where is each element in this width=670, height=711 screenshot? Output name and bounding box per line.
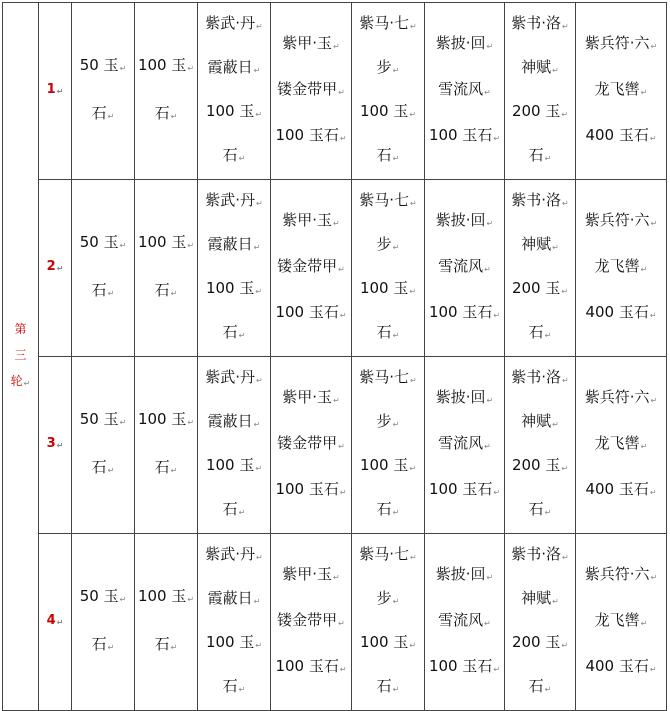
paragraph-mark: ↵	[544, 154, 552, 163]
paragraph-mark: ↵	[339, 134, 347, 143]
table-row	[3, 3, 667, 180]
paragraph-mark: ↵	[187, 595, 195, 604]
paragraph-mark: ↵	[170, 643, 178, 652]
cell-line: 紫马·七↵	[359, 191, 417, 209]
cell-line: 雪流风↵	[438, 611, 491, 629]
cell-line: 石↵	[222, 323, 246, 341]
paragraph-mark: ↵	[552, 420, 559, 429]
table-row	[3, 180, 667, 357]
paragraph-mark: ↵	[253, 66, 261, 75]
cell-line: 紫武·丹↵	[205, 368, 263, 386]
paragraph-mark: ↵	[493, 665, 501, 674]
cell-line: 石↵	[222, 146, 246, 164]
reward-book-cell	[505, 3, 576, 180]
reward-horse-cell	[352, 180, 425, 357]
paragraph-mark: ↵	[493, 311, 501, 320]
paragraph-mark: ↵	[238, 154, 246, 163]
table-row	[3, 357, 667, 534]
cell-line: 石↵	[222, 677, 246, 695]
paragraph-mark: ↵	[56, 87, 64, 96]
reward-tally-cell	[576, 357, 667, 534]
cell-line: 100 玉↵	[359, 456, 417, 474]
paragraph-mark: ↵	[649, 311, 657, 320]
reward-cloak-cell	[425, 534, 505, 711]
paragraph-mark: ↵	[392, 331, 400, 340]
paragraph-mark: ↵	[410, 199, 417, 208]
paragraph-mark: ↵	[256, 22, 263, 31]
paragraph-mark: ↵	[392, 66, 400, 75]
reward-weapon-cell	[198, 3, 271, 180]
cell-line: 紫披·回↵	[435, 211, 494, 229]
cell-line: 100 玉↵	[359, 102, 417, 120]
cell-line: 神赋↵	[521, 412, 559, 430]
paragraph-mark: ↵	[253, 597, 261, 606]
reward-armor-cell	[271, 3, 352, 180]
paragraph-mark: ↵	[107, 643, 115, 652]
cell-line: 紫披·回↵	[435, 34, 494, 52]
cell-line: 紫披·回↵	[435, 388, 494, 406]
paragraph-mark: ↵	[561, 287, 569, 296]
cell-line: 龙飞辔↵	[594, 257, 648, 275]
cell-line: 镂金带甲↵	[277, 611, 345, 629]
paragraph-mark: ↵	[640, 265, 648, 274]
paragraph-mark: ↵	[650, 396, 658, 405]
reward-book-cell	[505, 357, 576, 534]
reward-tally-cell	[576, 180, 667, 357]
cell-line: 紫书·洛↵	[511, 545, 569, 563]
cell-line: 雪流风↵	[438, 80, 491, 98]
reward-tally-cell	[576, 534, 667, 711]
cell-line: 200 玉↵	[511, 279, 569, 297]
cell-line: 100 玉石↵	[428, 480, 501, 498]
paragraph-mark: ↵	[561, 464, 569, 473]
paragraph-mark: ↵	[640, 619, 648, 628]
paragraph-mark: ↵	[410, 22, 417, 31]
cell-line: 紫兵符·六↵	[584, 211, 658, 229]
cell-line: 紫兵符·六↵	[584, 565, 658, 583]
cell-line: 紫武·丹↵	[205, 191, 263, 209]
cell-line: 紫兵符·六↵	[584, 34, 658, 52]
cell-line: 步↵	[376, 589, 400, 607]
cell-line: 200 玉↵	[511, 633, 569, 651]
cell-line: 紫书·洛↵	[511, 191, 569, 209]
paragraph-mark: ↵	[255, 287, 263, 296]
cell-line: 霞蔽日↵	[207, 412, 261, 430]
cell-line: 100 玉↵	[205, 633, 263, 651]
cell-line: 石↵	[528, 323, 552, 341]
paragraph-mark: ↵	[484, 88, 491, 97]
paragraph-mark: ↵	[410, 376, 417, 385]
paragraph-mark: ↵	[562, 199, 569, 208]
paragraph-mark: ↵	[339, 665, 347, 674]
paragraph-mark: ↵	[238, 508, 246, 517]
cell-line: 镂金带甲↵	[277, 257, 345, 275]
rewards-table	[2, 2, 667, 711]
paragraph-mark: ↵	[339, 488, 347, 497]
cell-line: 镂金带甲↵	[277, 434, 345, 452]
paragraph-mark: ↵	[253, 420, 261, 429]
paragraph-mark: ↵	[23, 379, 31, 388]
paragraph-mark: ↵	[650, 573, 658, 582]
cell-line: 石↵	[376, 500, 400, 518]
paragraph-mark: ↵	[119, 418, 127, 427]
cell-line: 100 玉石↵	[428, 126, 501, 144]
cell-line: 100 玉↵	[205, 102, 263, 120]
reward-horse-cell	[352, 534, 425, 711]
cell-line: 龙飞辔↵	[594, 80, 648, 98]
paragraph-mark: ↵	[119, 595, 127, 604]
cell-line: 石↵	[91, 635, 115, 653]
cell-line: 50 玉↵	[79, 233, 127, 251]
cell-line: 紫书·洛↵	[511, 368, 569, 386]
cell-line: 200 玉↵	[511, 456, 569, 474]
paragraph-mark: ↵	[552, 66, 559, 75]
paragraph-mark: ↵	[649, 134, 657, 143]
paragraph-mark: ↵	[486, 219, 494, 228]
cell-line: 步↵	[376, 235, 400, 253]
cell-line: 石↵	[154, 458, 178, 476]
paragraph-mark: ↵	[552, 597, 559, 606]
cell-line: 紫披·回↵	[435, 565, 494, 583]
paragraph-mark: ↵	[552, 243, 559, 252]
paragraph-mark: ↵	[649, 665, 657, 674]
cell-line: 400 玉石↵	[585, 657, 657, 675]
paragraph-mark: ↵	[256, 199, 263, 208]
paragraph-mark: ↵	[650, 219, 658, 228]
cell-line: 400 玉石↵	[585, 126, 657, 144]
cell-line: 石↵	[376, 677, 400, 695]
paragraph-mark: ↵	[187, 241, 195, 250]
paragraph-mark: ↵	[544, 685, 552, 694]
paragraph-mark: ↵	[409, 110, 417, 119]
cell-line: 50 玉↵	[79, 56, 127, 74]
cell-line: 石↵	[222, 500, 246, 518]
cell-line: 步↵	[376, 58, 400, 76]
cell-line: 紫甲·玉↵	[282, 211, 340, 229]
cell-line: 紫马·七↵	[359, 368, 417, 386]
paragraph-mark: ↵	[493, 134, 501, 143]
reward-cloak-cell	[425, 357, 505, 534]
reward-armor-cell	[271, 357, 352, 534]
cell-line: 100 玉↵	[205, 279, 263, 297]
cell-line: 石↵	[154, 635, 178, 653]
reward-book-cell	[505, 534, 576, 711]
round-label-char: 轮↵	[10, 374, 31, 388]
paragraph-mark: ↵	[255, 110, 263, 119]
reward-cloak-cell	[425, 180, 505, 357]
cell-line: 400 玉石↵	[585, 480, 657, 498]
reward-100-jade-cell	[135, 534, 198, 711]
paragraph-mark: ↵	[493, 488, 501, 497]
reward-50-jade-cell	[72, 357, 135, 534]
paragraph-mark: ↵	[333, 42, 340, 51]
paragraph-mark: ↵	[561, 110, 569, 119]
reward-tally-cell	[576, 3, 667, 180]
reward-50-jade-cell	[72, 534, 135, 711]
paragraph-mark: ↵	[255, 641, 263, 650]
reward-weapon-cell	[198, 534, 271, 711]
reward-horse-cell	[352, 357, 425, 534]
paragraph-mark: ↵	[410, 553, 417, 562]
cell-line: 紫武·丹↵	[205, 545, 263, 563]
row-number: 2↵	[39, 180, 72, 357]
cell-line: 100 玉石↵	[428, 657, 501, 675]
reward-50-jade-cell	[72, 180, 135, 357]
cell-line: 神赋↵	[521, 589, 559, 607]
cell-line: 紫书·洛↵	[511, 14, 569, 32]
round-label-cell	[3, 3, 39, 711]
paragraph-mark: ↵	[486, 42, 494, 51]
paragraph-mark: ↵	[333, 396, 340, 405]
cell-line: 龙飞辔↵	[594, 434, 648, 452]
paragraph-mark: ↵	[170, 466, 178, 475]
paragraph-mark: ↵	[562, 553, 569, 562]
paragraph-mark: ↵	[544, 508, 552, 517]
cell-line: 石↵	[376, 323, 400, 341]
paragraph-mark: ↵	[484, 619, 491, 628]
cell-line: 100 玉↵	[205, 456, 263, 474]
paragraph-mark: ↵	[56, 264, 64, 273]
reward-cloak-cell	[425, 3, 505, 180]
paragraph-mark: ↵	[56, 441, 64, 450]
paragraph-mark: ↵	[187, 64, 195, 73]
cell-line: 石↵	[91, 104, 115, 122]
paragraph-mark: ↵	[338, 88, 345, 97]
reward-50-jade-cell	[72, 3, 135, 180]
cell-line: 石↵	[528, 146, 552, 164]
reward-armor-cell	[271, 534, 352, 711]
cell-line: 雪流风↵	[438, 434, 491, 452]
cell-line: 石↵	[528, 677, 552, 695]
cell-line: 100 玉石↵	[428, 303, 501, 321]
paragraph-mark: ↵	[392, 154, 400, 163]
paragraph-mark: ↵	[392, 685, 400, 694]
paragraph-mark: ↵	[238, 331, 246, 340]
paragraph-mark: ↵	[561, 641, 569, 650]
cell-line: 霞蔽日↵	[207, 589, 261, 607]
cell-line: 石↵	[376, 146, 400, 164]
cell-line: 紫甲·玉↵	[282, 388, 340, 406]
cell-line: 龙飞辔↵	[594, 611, 648, 629]
paragraph-mark: ↵	[409, 464, 417, 473]
cell-line: 100 玉石↵	[275, 303, 347, 321]
cell-line: 200 玉↵	[511, 102, 569, 120]
paragraph-mark: ↵	[409, 287, 417, 296]
paragraph-mark: ↵	[107, 466, 115, 475]
cell-line: 石↵	[91, 281, 115, 299]
paragraph-mark: ↵	[253, 243, 261, 252]
paragraph-mark: ↵	[409, 641, 417, 650]
reward-book-cell	[505, 180, 576, 357]
paragraph-mark: ↵	[333, 219, 340, 228]
paragraph-mark: ↵	[544, 331, 552, 340]
paragraph-mark: ↵	[338, 442, 345, 451]
cell-line: 100 玉↵	[359, 279, 417, 297]
cell-line: 100 玉↵	[137, 56, 195, 74]
rewards-table-body	[3, 3, 667, 711]
reward-horse-cell	[352, 3, 425, 180]
cell-line: 50 玉↵	[79, 587, 127, 605]
cell-line: 100 玉石↵	[275, 126, 347, 144]
cell-line: 紫兵符·六↵	[584, 388, 658, 406]
reward-armor-cell	[271, 180, 352, 357]
paragraph-mark: ↵	[486, 396, 494, 405]
paragraph-mark: ↵	[392, 508, 400, 517]
cell-line: 雪流风↵	[438, 257, 491, 275]
round-label-char: 第	[14, 322, 27, 336]
paragraph-mark: ↵	[562, 376, 569, 385]
cell-line: 石↵	[528, 500, 552, 518]
paragraph-mark: ↵	[255, 464, 263, 473]
paragraph-mark: ↵	[256, 376, 263, 385]
paragraph-mark: ↵	[392, 420, 400, 429]
paragraph-mark: ↵	[338, 265, 345, 274]
paragraph-mark: ↵	[107, 112, 115, 121]
cell-line: 神赋↵	[521, 58, 559, 76]
table-row	[3, 534, 667, 711]
paragraph-mark: ↵	[486, 573, 494, 582]
cell-line: 100 玉石↵	[275, 480, 347, 498]
paragraph-mark: ↵	[484, 265, 491, 274]
round-label-char: 三	[14, 348, 27, 362]
paragraph-mark: ↵	[238, 685, 246, 694]
paragraph-mark: ↵	[339, 311, 347, 320]
cell-line: 紫甲·玉↵	[282, 565, 340, 583]
cell-line: 石↵	[154, 281, 178, 299]
cell-line: 霞蔽日↵	[207, 235, 261, 253]
paragraph-mark: ↵	[649, 488, 657, 497]
paragraph-mark: ↵	[392, 243, 400, 252]
paragraph-mark: ↵	[333, 573, 340, 582]
paragraph-mark: ↵	[392, 597, 400, 606]
cell-line: 紫马·七↵	[359, 545, 417, 563]
cell-line: 镂金带甲↵	[277, 80, 345, 98]
cell-line: 100 玉↵	[137, 587, 195, 605]
cell-line: 石↵	[91, 458, 115, 476]
paragraph-mark: ↵	[119, 64, 127, 73]
paragraph-mark: ↵	[56, 618, 64, 627]
cell-line: 400 玉石↵	[585, 303, 657, 321]
reward-100-jade-cell	[135, 3, 198, 180]
cell-line: 紫甲·玉↵	[282, 34, 340, 52]
paragraph-mark: ↵	[640, 442, 648, 451]
cell-line: 神赋↵	[521, 235, 559, 253]
cell-line: 霞蔽日↵	[207, 58, 261, 76]
paragraph-mark: ↵	[640, 88, 648, 97]
paragraph-mark: ↵	[107, 289, 115, 298]
row-number: 1↵	[39, 3, 72, 180]
cell-line: 石↵	[154, 104, 178, 122]
cell-line: 50 玉↵	[79, 410, 127, 428]
paragraph-mark: ↵	[256, 553, 263, 562]
reward-weapon-cell	[198, 180, 271, 357]
paragraph-mark: ↵	[170, 112, 178, 121]
cell-line: 100 玉石↵	[275, 657, 347, 675]
paragraph-mark: ↵	[338, 619, 345, 628]
paragraph-mark: ↵	[119, 241, 127, 250]
paragraph-mark: ↵	[562, 22, 569, 31]
cell-line: 100 玉↵	[137, 410, 195, 428]
paragraph-mark: ↵	[187, 418, 195, 427]
cell-line: 100 玉↵	[359, 633, 417, 651]
cell-line: 紫武·丹↵	[205, 14, 263, 32]
reward-100-jade-cell	[135, 357, 198, 534]
paragraph-mark: ↵	[650, 42, 658, 51]
row-number: 4↵	[39, 534, 72, 711]
cell-line: 步↵	[376, 412, 400, 430]
reward-weapon-cell	[198, 357, 271, 534]
row-number: 3↵	[39, 357, 72, 534]
reward-100-jade-cell	[135, 180, 198, 357]
cell-line: 紫马·七↵	[359, 14, 417, 32]
paragraph-mark: ↵	[170, 289, 178, 298]
cell-line: 100 玉↵	[137, 233, 195, 251]
paragraph-mark: ↵	[484, 442, 491, 451]
